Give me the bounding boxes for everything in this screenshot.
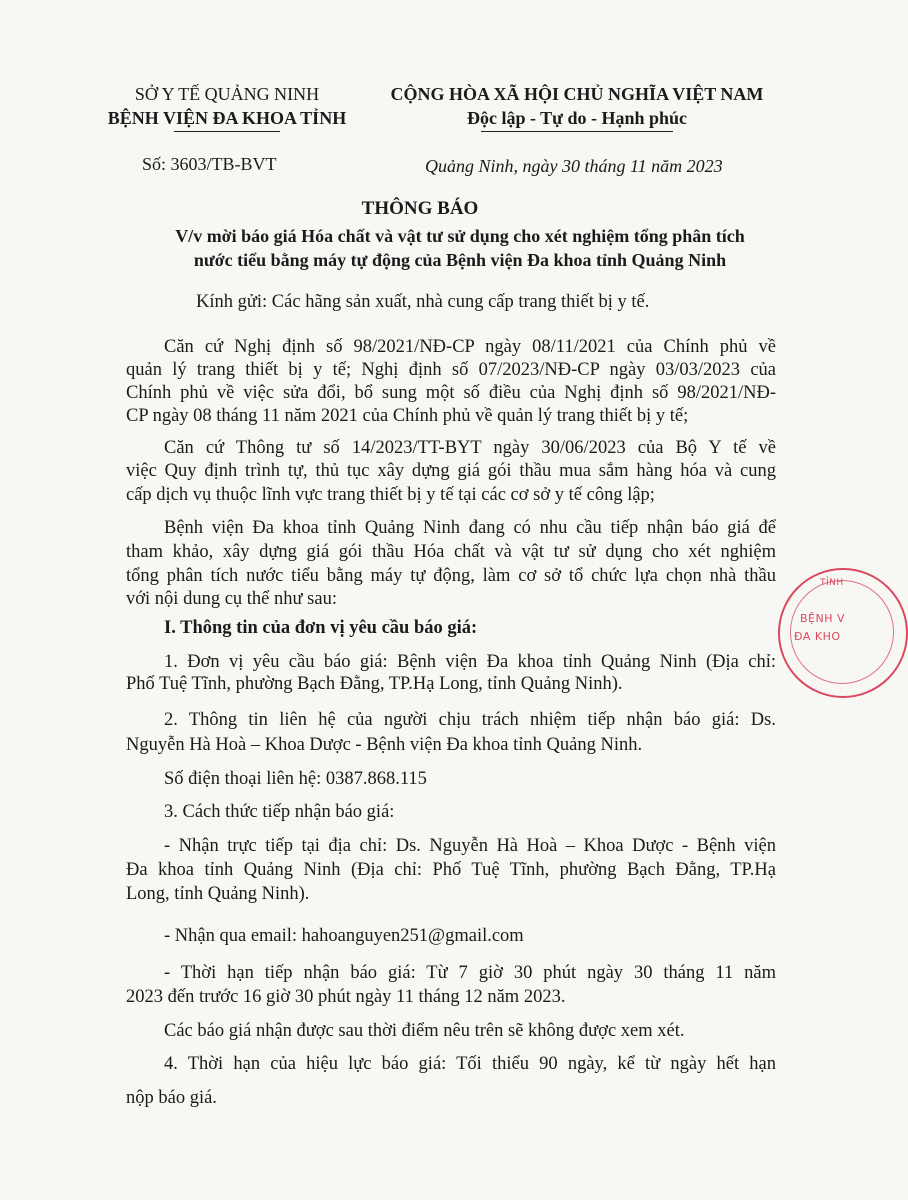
- body-line: Căn cứ Nghị định số 98/2021/NĐ-CP ngày 08/11/2021 của Chính phủ về: [164, 337, 776, 357]
- body-line: Bệnh viện Đa khoa tỉnh Quảng Ninh đang có nhu cầu tiếp nhận báo giá để: [164, 518, 776, 538]
- body-line: Đa khoa tỉnh Quảng Ninh (Địa chỉ: Phố Tuệ Tĩnh, phường Bạch Đằng, TP.Hạ: [126, 860, 776, 880]
- body-line: Phố Tuệ Tĩnh, phường Bạch Đằng, TP.Hạ Long, tỉnh Quảng Ninh).: [126, 674, 623, 694]
- phone-line: Số điện thoại liên hệ: 0387.868.115: [164, 769, 427, 789]
- body-line: CP ngày 08 tháng 11 năm 2021 của Chính phủ về quản lý trang thiết bị y tế;: [126, 406, 689, 426]
- body-line: quản lý trang thiết bị y tế; Nghị định số 07/2023/NĐ-CP ngày 03/03/2023 của: [126, 360, 776, 380]
- email-line: - Nhận qua email: hahoanguyen251@gmail.com: [164, 926, 524, 946]
- body-line: Long, tỉnh Quảng Ninh).: [126, 884, 310, 904]
- org-line-2: BỆNH VIỆN ĐA KHOA TỈNH: [107, 108, 347, 128]
- body-line: tổng phân tích nước tiểu bằng máy tự động, làm cơ sở tổ chức lựa chọn nhà thầu: [126, 566, 776, 586]
- body-line: Nguyễn Hà Hoà – Khoa Dược - Bệnh viện Đa khoa tỉnh Quảng Ninh.: [126, 735, 643, 755]
- body-line: 2023 đến trước 16 giờ 30 phút ngày 11 tháng 12 năm 2023.: [126, 987, 566, 1007]
- body-line: với nội dung cụ thể như sau:: [126, 589, 337, 609]
- body-line: 4. Thời hạn của hiệu lực báo giá: Tối thiểu 90 ngày, kể từ ngày hết hạn: [164, 1054, 776, 1074]
- body-line: Các báo giá nhận được sau thời điểm nêu trên sẽ không được xem xét.: [164, 1021, 685, 1041]
- seal-text: BỆNH V: [800, 612, 846, 625]
- subject-line: V/v mời báo giá Hóa chất và vật tư sử dụng cho xét nghiệm tổng phân tích: [175, 226, 745, 246]
- seal-text: ĐA KHO: [794, 630, 841, 643]
- body-line: Căn cứ Thông tư số 14/2023/TT-BYT ngày 30/06/2023 của Bộ Y tế về: [164, 438, 776, 458]
- body-line: - Thời hạn tiếp nhận báo giá: Từ 7 giờ 30 phút ngày 30 tháng 11 năm: [164, 963, 776, 983]
- body-line: việc Quy định trình tự, thủ tục xây dựng giá gói thầu mua sắm hàng hóa và cung: [126, 461, 776, 481]
- nation-line-2: Độc lập - Tự do - Hạnh phúc: [466, 108, 688, 128]
- national-heading: [372, 82, 782, 130]
- org-underline: [174, 131, 280, 132]
- section-heading: I. Thông tin của đơn vị yêu cầu báo giá:: [164, 618, 478, 638]
- body-line: nộp báo giá.: [126, 1088, 217, 1108]
- body-line: cấp dịch vụ thuộc lĩnh vực trang thiết bị y tế tại các cơ sở y tế công lập;: [126, 485, 655, 505]
- place-date: Quảng Ninh, ngày 30 tháng 11 năm 2023: [425, 156, 723, 176]
- body-line: 3. Cách thức tiếp nhận báo giá:: [164, 802, 395, 822]
- document-title: THÔNG BÁO: [361, 198, 479, 219]
- body-line: Chính phủ về việc sửa đổi, bổ sung một số điều của Nghị định số 98/2021/NĐ-: [126, 383, 776, 403]
- org-line-1: SỞ Y TẾ QUẢNG NINH: [134, 84, 320, 104]
- body-line: 2. Thông tin liên hệ của người chịu trách nhiệm tiếp nhận báo giá: Ds.: [164, 710, 776, 730]
- official-seal-icon: [778, 568, 908, 698]
- body-line: tham khảo, xây dựng giá gói thầu Hóa chất và vật tư sử dụng cho xét nghiệm: [126, 542, 776, 562]
- subject-line: nước tiểu bằng máy tự động của Bệnh viện Đa khoa tỉnh Quảng Ninh: [193, 250, 727, 270]
- document-subject: [150, 224, 770, 272]
- document-number: Số: 3603/TB-BVT: [142, 154, 277, 174]
- recipient-line: Kính gửi: Các hãng sản xuất, nhà cung cấp trang thiết bị y tế.: [196, 292, 650, 312]
- body-line: - Nhận trực tiếp tại địa chỉ: Ds. Nguyễn Hà Hoà – Khoa Dược - Bệnh viện: [164, 836, 776, 856]
- seal-text: TỈNH: [820, 578, 844, 588]
- issuing-organization: [92, 82, 362, 130]
- nation-line-1: CỘNG HÒA XÃ HỘI CHỦ NGHĨA VIỆT NAM: [390, 84, 764, 104]
- body-line: 1. Đơn vị yêu cầu báo giá: Bệnh viện Đa khoa tỉnh Quảng Ninh (Địa chỉ:: [164, 652, 776, 672]
- motto-underline: [481, 131, 673, 132]
